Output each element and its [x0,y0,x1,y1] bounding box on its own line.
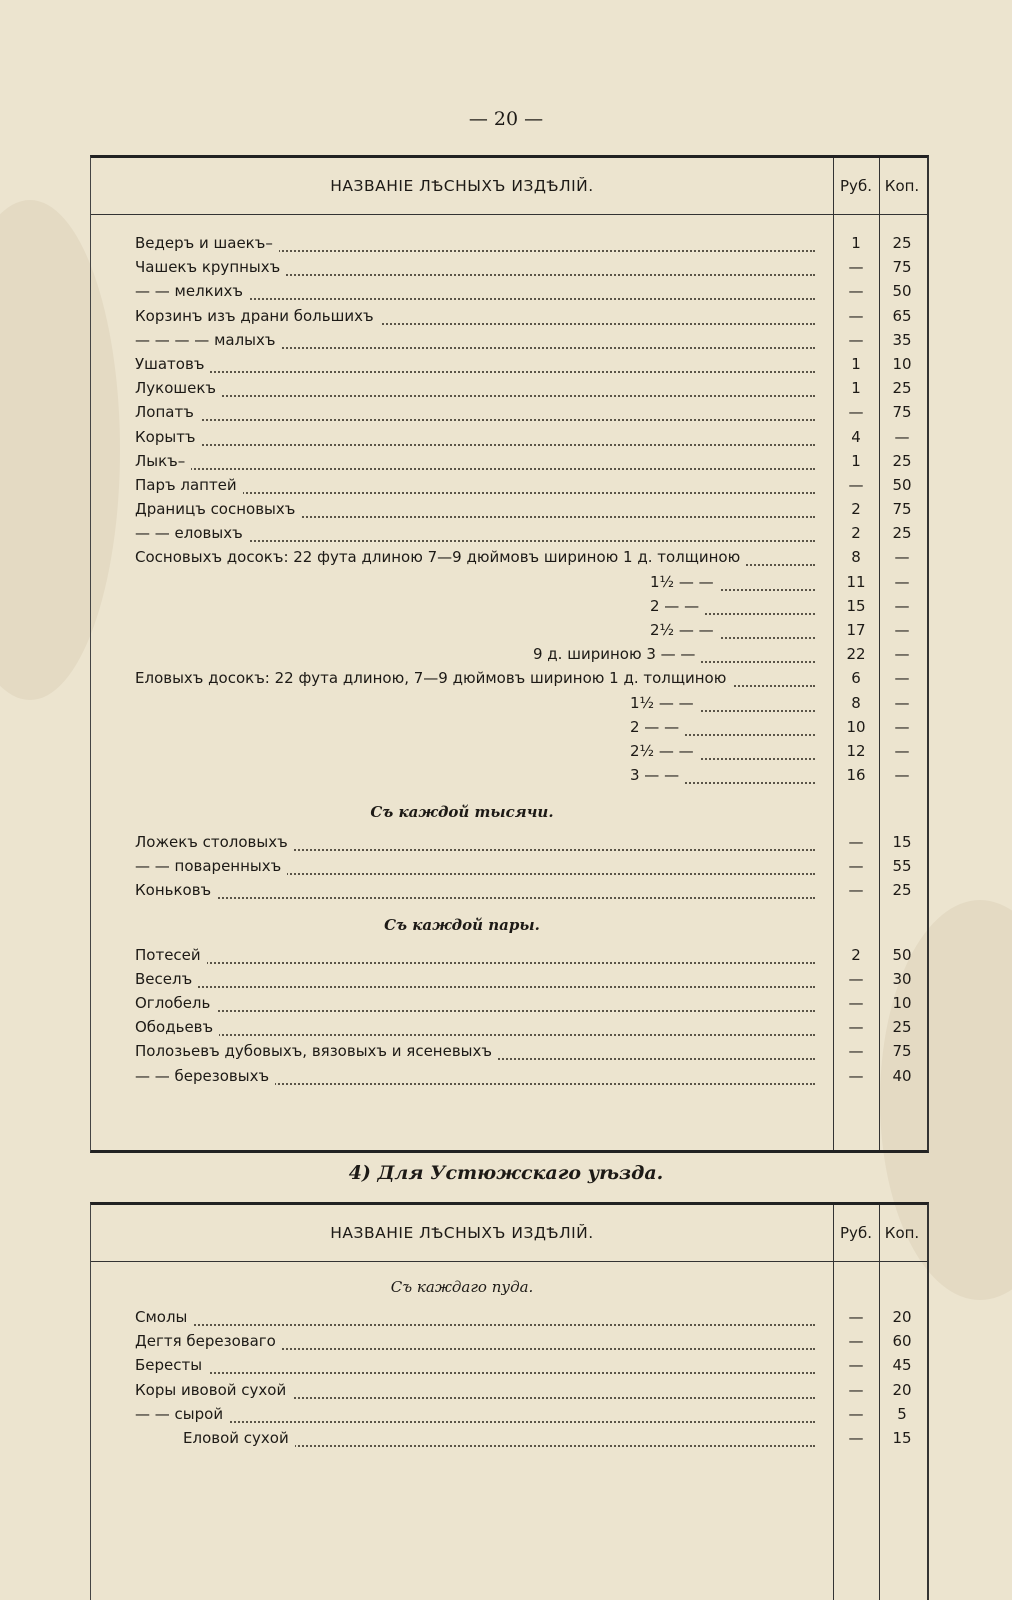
row-label: Еловой сухой [183,1429,295,1447]
table-row [91,830,927,854]
table-row [91,1305,927,1329]
header-name: НАЗВАНІЕ ЛѢСНЫХЪ ИЗДѢЛІЙ. [330,1224,594,1242]
section-heading: Съ каждаго пуда. [390,1278,534,1296]
row-kop: 20 [892,1308,912,1326]
table-row [91,1378,927,1402]
table-row [91,328,927,352]
row-label: Дегтя березоваго [135,1332,282,1350]
row-kop: 15 [892,833,912,851]
row-label: 2½ — — [650,621,720,639]
row-kop: — [894,693,910,712]
table-row [91,642,927,666]
row-kop: 50 [892,945,912,964]
row-kop: 50 [892,475,912,494]
table-row [91,497,927,521]
row-kop: 55 [892,857,912,876]
row-label: Еловыхъ досокъ: 22 фута длиною, 7—9 дюймовъ шириною 1 д. толщиною [135,669,732,687]
row-kop: 25 [892,1018,912,1037]
row-label: Ободьевъ [135,1018,219,1036]
row-rub: — [848,1380,864,1399]
row-rub: — [848,1018,864,1037]
row-rub: — [848,969,864,988]
row-rub: 2 [851,500,861,519]
row-label: Ложекъ столовыхъ [135,833,294,851]
row-rub: 10 [846,717,866,736]
district-title: 4) Для Устюжскаго уѣзда. [348,1162,664,1184]
row-kop: 10 [892,354,912,373]
row-label: 9 д. шириною 3 — — [533,645,701,663]
table-row [91,521,927,545]
row-rub: — [848,1066,864,1085]
row-rub: — [848,475,864,494]
table-row [91,763,927,787]
row-kop: 25 [892,379,912,398]
tariff-table-1 [90,155,929,1153]
row-label: — — поваренныхъ [135,857,287,875]
section-heading: Съ каждой пары. [384,915,540,934]
row-label: — — — — малыхъ [135,331,282,349]
row-rub: — [848,993,864,1012]
table-row [91,1015,927,1039]
row-rub: — [848,881,864,900]
row-label: — — мелкихъ [135,282,249,300]
row-label: — — сырой [135,1405,229,1423]
row-label: Ведеръ и шаекъ– [135,234,279,252]
row-label: 2 — — [630,718,685,736]
row-label: — — березовыхъ [135,1067,275,1085]
row-kop: 5 [897,1404,907,1423]
table-row [91,449,927,473]
row-label: Лопатъ [135,403,200,421]
row-rub: — [848,833,864,851]
row-rub: — [848,330,864,349]
row-rub: 11 [846,572,866,591]
row-rub: — [848,1332,864,1351]
row-kop: 25 [892,451,912,470]
row-rub: 1 [851,379,861,398]
table-row [91,618,927,642]
rows-group [91,1265,927,1450]
row-kop: 75 [892,500,912,519]
table-row [91,1329,927,1353]
row-kop: 60 [892,1332,912,1351]
row-label: — — еловыхъ [135,524,249,542]
rows-group-b [91,790,927,1088]
header-kop: Коп. [884,1224,920,1242]
row-kop: — [894,427,910,446]
row-kop: — [894,645,910,664]
row-kop: — [894,621,910,639]
row-label: Полозьевъ дубовыхъ, вязовыхъ и ясеневыхъ [135,1042,498,1060]
row-rub: — [848,306,864,325]
row-rub: 1 [851,234,861,252]
table-row [91,594,927,618]
table-row [91,943,927,967]
row-kop: 10 [892,993,912,1012]
table-row [91,231,927,255]
header-rub: Руб. [840,1224,872,1242]
table-row [91,425,927,449]
row-kop: 20 [892,1380,912,1399]
row-rub: 17 [846,621,866,639]
row-kop: — [894,741,910,760]
row-kop: 75 [892,1042,912,1061]
row-rub: 16 [846,766,866,785]
table-row [91,545,927,569]
row-kop: 65 [892,306,912,325]
table-row [91,1064,927,1088]
table-row [91,739,927,763]
row-rub: — [848,1404,864,1423]
row-label: Корытъ [135,428,202,446]
row-rub: — [848,258,864,277]
tariff-table-2 [90,1202,929,1600]
table-row [91,878,927,902]
row-kop: 45 [892,1356,912,1375]
row-rub: — [848,403,864,422]
rows-group-a [91,231,927,787]
table-row [91,1039,927,1063]
row-label: Веселъ [135,970,198,988]
table-row [91,991,927,1015]
row-kop: 35 [892,330,912,349]
table-row [91,854,927,878]
row-kop: 75 [892,403,912,422]
row-kop: 50 [892,282,912,301]
row-label: Бересты [135,1356,208,1374]
row-kop: 15 [892,1428,912,1447]
table-row [91,473,927,497]
table-row [91,1402,927,1426]
table-row [91,255,927,279]
header-rub: Руб. [840,177,872,195]
row-label: 1½ — — [630,694,700,712]
row-label: Оглобель [135,994,216,1012]
row-rub: — [848,1308,864,1326]
row-rub: 6 [851,669,861,688]
table-header [91,1205,927,1262]
row-rub: 12 [846,741,866,760]
row-rub: — [848,1042,864,1061]
row-rub: — [848,1428,864,1447]
table-row [91,304,927,328]
row-label: Смолы [135,1308,193,1326]
row-label: Паръ лаптей [135,476,243,494]
row-kop: 25 [892,881,912,900]
row-rub: 2 [851,524,861,543]
row-label: Чашекъ крупныхъ [135,258,286,276]
header-name: НАЗВАНІЕ ЛѢСНЫХЪ ИЗДѢЛІЙ. [330,177,594,195]
row-label: Коньковъ [135,881,217,899]
row-kop: 25 [892,234,912,252]
row-label: 2 — — [650,597,705,615]
table-row [91,691,927,715]
row-label: 1½ — — [650,573,720,591]
row-label: Корзинъ изъ драни большихъ [135,307,380,325]
row-label: Коры ивовой сухой [135,1381,292,1399]
table-row [91,1426,927,1450]
row-label: Лыкъ– [135,452,191,470]
row-rub: — [848,282,864,301]
row-kop: 30 [892,969,912,988]
row-rub: 2 [851,945,861,964]
row-kop: 25 [892,524,912,543]
row-label: 3 — — [630,766,685,784]
row-rub: — [848,857,864,876]
page-number: — 20 — [468,108,544,130]
row-kop: — [894,572,910,591]
row-kop: — [894,717,910,736]
table-row [91,570,927,594]
row-kop: — [894,766,910,785]
section-heading: Съ каждой тысячи. [370,803,554,821]
row-rub: 15 [846,596,866,615]
row-label: Сосновыхъ досокъ: 22 фута длиною 7—9 дюймовъ шириною 1 д. толщиною [135,548,746,566]
table-row [91,279,927,303]
table-row [91,967,927,991]
row-kop: — [894,669,910,688]
row-label: Лукошекъ [135,379,222,397]
row-kop: 40 [892,1066,912,1085]
row-rub: 4 [851,427,861,446]
row-rub: 1 [851,451,861,470]
row-kop: — [894,548,910,567]
table-row [91,376,927,400]
row-label: Потесей [135,946,207,964]
table-row [91,1353,927,1377]
row-kop: — [894,596,910,615]
header-kop: Коп. [884,177,920,195]
row-label: 2½ — — [630,742,700,760]
row-rub: 8 [851,548,861,567]
row-rub: 8 [851,693,861,712]
table-row [91,715,927,739]
row-label: Ушатовъ [135,355,210,373]
row-rub: 22 [846,645,866,664]
row-label: Драницъ сосновыхъ [135,500,301,518]
row-rub: — [848,1356,864,1375]
table-header [91,158,927,215]
table-row [91,400,927,424]
table-row [91,352,927,376]
table-row [91,666,927,690]
row-kop: 75 [892,258,912,277]
row-rub: 1 [851,354,861,373]
